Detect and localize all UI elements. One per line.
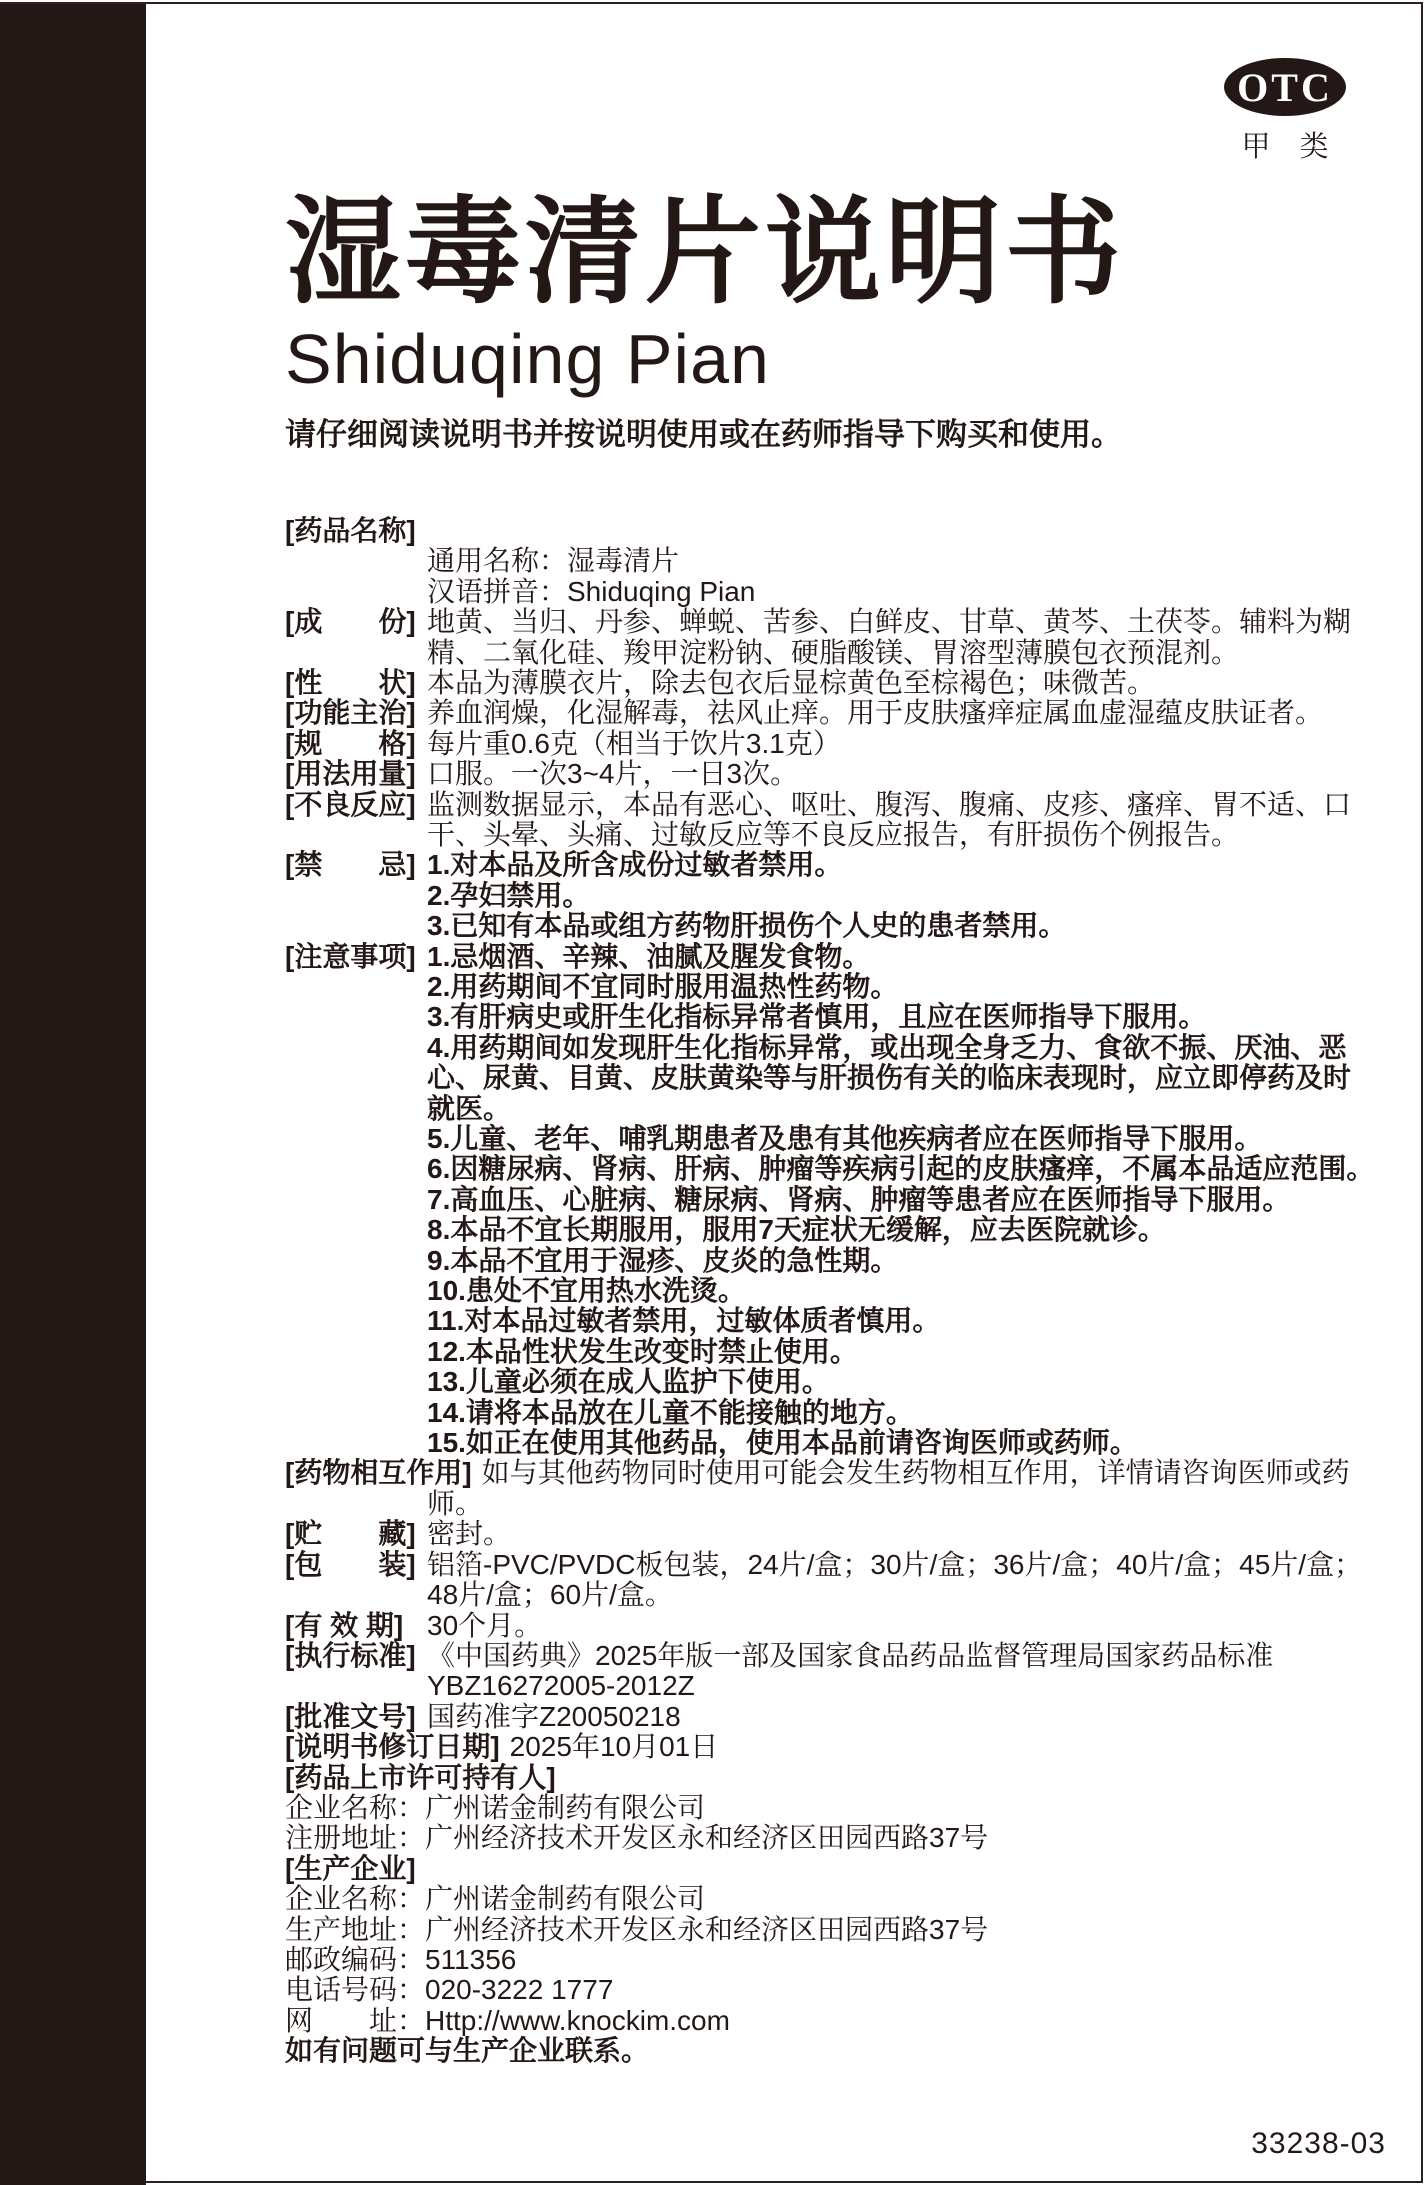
precaution-item: 13.儿童必须在成人监护下使用。 <box>427 1366 830 1398</box>
precautions-label: [注意事项] <box>285 940 416 972</box>
precaution-item: 9.本品不宜用于湿疹、皮炎的急性期。 <box>427 1244 899 1276</box>
read-instructions-notice: 请仔细阅读说明书并按说明使用或在药师指导下购买和使用。 <box>285 416 1122 452</box>
precautions-list <box>427 942 1377 1459</box>
otc-category-label: 甲 类 <box>1241 131 1329 163</box>
row-validity <box>285 1611 1377 1641</box>
revision-date-text: 2025年10月01日 <box>509 1731 719 1763</box>
row-contact-note <box>285 2036 1377 2066</box>
validity-label: [有 效 期] <box>285 1609 404 1641</box>
phone-text: 电话号码：020-3222 1777 <box>285 1974 614 2006</box>
leaflet-code: 33238-03 <box>1251 2127 1386 2160</box>
website-text: 网 址：Http://www.knockim.com <box>285 2004 730 2036</box>
row-pinyin-name <box>285 577 1377 607</box>
row-interactions <box>285 1458 1377 1519</box>
functions-label: [功能主治] <box>285 697 416 729</box>
approval-number-label: [批准文号] <box>285 1700 416 1732</box>
contraindication-item: 3.已知有本品或组方药物肝损伤个人史的患者禁用。 <box>427 910 1067 942</box>
row-drug-name-header <box>285 516 1377 546</box>
row-precautions <box>285 942 1377 1459</box>
row-description <box>285 668 1377 698</box>
contraindications-label: [禁 忌] <box>285 849 416 881</box>
generic-name-text: 通用名称：湿毒清片 <box>427 545 680 577</box>
frame-right-line <box>1421 2 1423 2183</box>
functions-text: 养血润燥，化湿解毒，祛风止痒。用于皮肤瘙痒症属血虚湿蕴皮肤证者。 <box>427 697 1324 729</box>
contraindication-item: 2.孕妇禁用。 <box>427 879 591 911</box>
row-manufacturer-company <box>285 1884 1377 1914</box>
approval-number-text: 国药准字Z20050218 <box>427 1700 681 1732</box>
standard-label: [执行标准] <box>285 1639 416 1671</box>
precaution-item: 5.儿童、老年、哺乳期患者及患有其他疾病者应在医师指导下服用。 <box>427 1123 1263 1155</box>
specification-text: 每片重0.6克（相当于饮片3.1克） <box>427 727 841 759</box>
postcode-text: 邮政编码：511356 <box>285 1943 517 1975</box>
mah-header-label: [药品上市许可持有人] <box>285 1761 556 1793</box>
precaution-item: 11.对本品过敏者禁用，过敏体质者慎用。 <box>427 1305 941 1337</box>
row-postcode <box>285 1945 1377 1975</box>
contraindication-item: 1.对本品及所含成份过敏者禁用。 <box>427 849 843 881</box>
row-standard <box>285 1641 1377 1702</box>
description-label: [性 状] <box>285 666 416 698</box>
left-black-bar <box>0 4 146 2185</box>
contact-note-text: 如有问题可与生产企业联系。 <box>285 2035 650 2067</box>
leaflet-content <box>285 0 1385 2067</box>
mah-company-text: 企业名称：广州诺金制药有限公司 <box>285 1791 706 1823</box>
row-adverse-reactions <box>285 790 1377 851</box>
dosage-text: 口服。一次3~4片，一日3次。 <box>427 758 799 790</box>
leaflet-body <box>285 516 1377 2067</box>
row-packaging <box>285 1550 1377 1611</box>
storage-text: 密封。 <box>427 1518 512 1550</box>
row-manufacturer-header <box>285 1854 1377 1884</box>
precaution-item: 14.请将本品放在儿童不能接触的地方。 <box>427 1396 914 1428</box>
packaging-label: [包 装] <box>285 1548 416 1580</box>
row-mah-company <box>285 1793 1377 1823</box>
row-dosage <box>285 759 1377 789</box>
precaution-item: 2.用药期间不宜同时服用温热性药物。 <box>427 970 899 1002</box>
standard-text: 《中国药典》2025年版一部及国家食品药品监督管理局国家药品标准YBZ16272005-2012Z <box>427 1639 1274 1702</box>
manufacturer-header-label: [生产企业] <box>285 1852 416 1884</box>
validity-text: 30个月。 <box>427 1609 543 1641</box>
precaution-item: 3.有肝病史或肝生化指标异常者慎用，且应在医师指导下服用。 <box>427 1001 1207 1033</box>
row-contraindications <box>285 850 1377 941</box>
row-storage <box>285 1519 1377 1549</box>
precaution-item: 1.忌烟酒、辛辣、油腻及腥发食物。 <box>427 940 871 972</box>
manufacturer-company-text: 企业名称：广州诺金制药有限公司 <box>285 1883 706 1915</box>
row-mah-header <box>285 1763 1377 1793</box>
dosage-label: [用法用量] <box>285 758 416 790</box>
revision-date-label: [说明书修订日期] <box>285 1731 500 1763</box>
pinyin-title: Shiduqing Pian <box>285 319 770 398</box>
page-title: 湿毒清片说明书 <box>285 187 1125 317</box>
ingredients-text: 地黄、当归、丹参、蝉蜕、苦参、白鲜皮、甘草、黄芩、土茯苓。辅料为糊精、二氧化硅、羧甲淀粉钠、硬脂酸镁、胃溶型薄膜包衣预混剂。 <box>427 606 1352 668</box>
precaution-item: 6.因糖尿病、肾病、肝病、肿瘤等疾病引起的皮肤瘙痒，不属本品适应范围。 <box>427 1153 1375 1185</box>
row-functions <box>285 698 1377 728</box>
manufacturer-address-text: 生产地址：广州经济技术开发区永和经济区田园西路37号 <box>285 1913 989 1945</box>
description-text: 本品为薄膜衣片，除去包衣后显棕黄色至棕褐色；味微苦。 <box>427 666 1156 698</box>
precaution-item: 12.本品性状发生改变时禁止使用。 <box>427 1335 858 1367</box>
contraindications-list <box>427 850 1377 941</box>
row-website <box>285 2006 1377 2036</box>
row-approval-number <box>285 1702 1377 1732</box>
otc-oval-icon: OTC <box>1224 58 1346 116</box>
precaution-item: 8.本品不宜长期服用，服用7天症状无缓解，应去医院就诊。 <box>427 1214 1166 1246</box>
ingredients-label: [成 份] <box>285 606 416 638</box>
interactions-label: [药物相互作用] <box>285 1457 472 1489</box>
row-specification <box>285 729 1377 759</box>
mah-address-text: 注册地址：广州经济技术开发区永和经济区田园西路37号 <box>285 1822 989 1854</box>
row-ingredients <box>285 607 1377 668</box>
row-phone <box>285 1975 1377 2005</box>
precaution-item: 4.用药期间如发现肝生化指标异常，或出现全身乏力、食欲不振、厌油、恶心、尿黄、目黄、皮肤黄染等与肝损伤有关的临床表现时，应立即停药及时就医。 <box>427 1031 1352 1124</box>
specification-label: [规 格] <box>285 727 416 759</box>
drug-name-label: [药品名称] <box>285 514 416 546</box>
row-revision-date <box>285 1732 1377 1762</box>
adverse-reactions-text: 监测数据显示，本品有恶心、呕吐、腹泻、腹痛、皮疹、瘙痒、胃不适、口干、头晕、头痛、过敏反应等不良反应报告，有肝损伤个例报告。 <box>427 788 1352 850</box>
adverse-reactions-label: [不良反应] <box>285 788 416 820</box>
interactions-text: 如与其他药物同时使用可能会发生药物相互作用，详情请咨询医师或药师。 <box>427 1457 1350 1519</box>
row-mah-address <box>285 1823 1377 1853</box>
row-generic-name <box>285 546 1377 576</box>
frame-bottom-line <box>146 2181 1423 2183</box>
precaution-item: 15.如正在使用其他药品，使用本品前请咨询医师或药师。 <box>427 1427 1138 1459</box>
packaging-text: 铝箔-PVC/PVDC板包装，24片/盒；30片/盒；36片/盒；40片/盒；45片/盒；48片/盒；60片/盒。 <box>427 1548 1363 1611</box>
precaution-item: 7.高血压、心脏病、糖尿病、肾病、肿瘤等患者应在医师指导下服用。 <box>427 1183 1291 1215</box>
pinyin-name-text: 汉语拼音：Shiduqing Pian <box>427 575 756 607</box>
precaution-item: 10.患处不宜用热水洗烫。 <box>427 1275 746 1307</box>
storage-label: [贮 藏] <box>285 1518 416 1550</box>
row-manufacturer-address <box>285 1915 1377 1945</box>
